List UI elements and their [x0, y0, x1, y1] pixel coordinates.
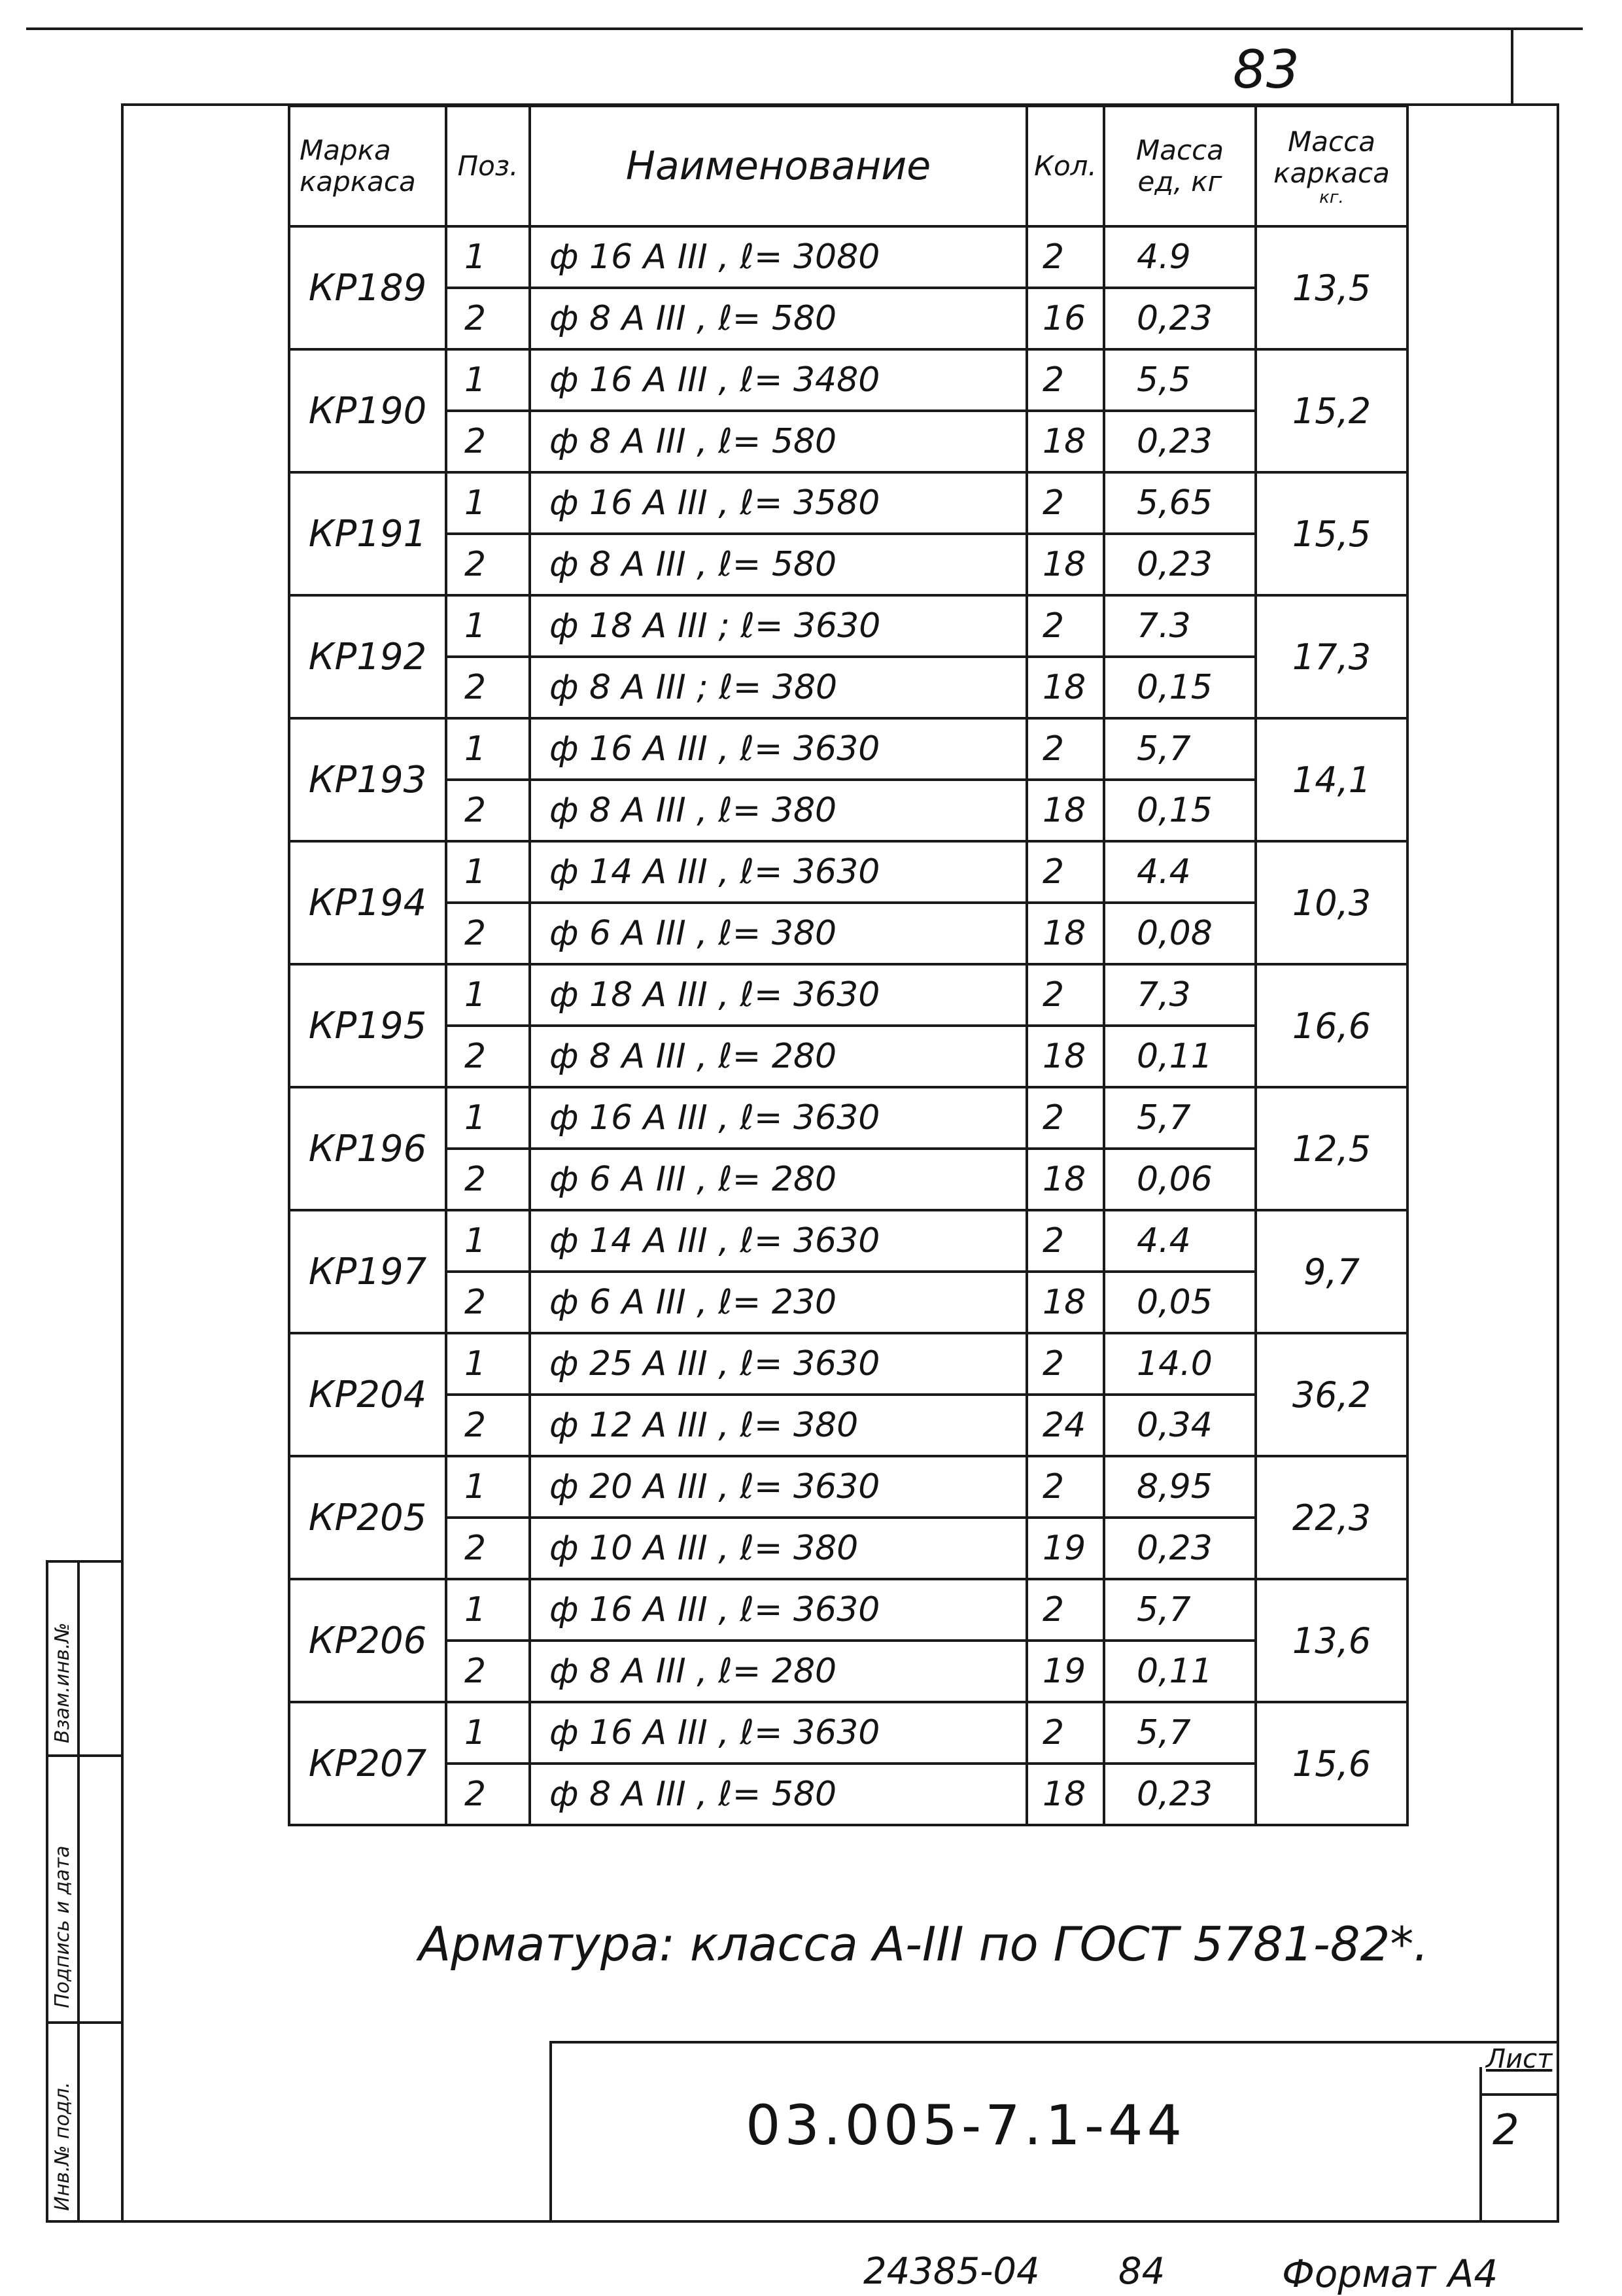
- header-mark-line2: каркаса: [300, 165, 416, 198]
- item-name: ф 16 А III , ℓ= 3580: [530, 472, 1027, 534]
- frame-right: [1557, 103, 1559, 2221]
- footer-code: 24385-04: [863, 2250, 1040, 2293]
- quantity: 18: [1027, 411, 1104, 472]
- unit-mass: 0,23: [1104, 1764, 1256, 1825]
- header-frame-mass-line2: каркаса: [1273, 157, 1390, 189]
- side-stamp-inv: Инв.№ подл.: [51, 2081, 74, 2211]
- header-name: [530, 106, 1027, 226]
- document-code: 03.005-7.1-44: [746, 2093, 1186, 2157]
- position: 2: [446, 780, 530, 841]
- frame-mark: КР197: [289, 1210, 446, 1333]
- position: 1: [446, 1210, 530, 1272]
- frame-mass: 9,7: [1256, 1210, 1407, 1333]
- unit-mass: 5,7: [1104, 718, 1256, 780]
- quantity: 2: [1027, 1333, 1104, 1395]
- header-unit-mass-line2: ед, кг: [1137, 165, 1222, 198]
- item-name: ф 20 А III , ℓ= 3630: [530, 1456, 1027, 1518]
- item-name: ф 8 А III ; ℓ= 380: [530, 657, 1027, 718]
- unit-mass: 4.4: [1104, 1210, 1256, 1272]
- item-name: ф 18 А III ; ℓ= 3630: [530, 595, 1027, 657]
- table-row: [289, 411, 1407, 472]
- table-row: [289, 1641, 1407, 1702]
- table-row: [289, 964, 1407, 1026]
- unit-mass: 5,5: [1104, 349, 1256, 411]
- item-name: ф 16 А III , ℓ= 3480: [530, 349, 1027, 411]
- sheet-number: 2: [1493, 2106, 1519, 2155]
- unit-mass: 0,23: [1104, 288, 1256, 349]
- header-unit-mass-line1: Масса: [1136, 134, 1224, 166]
- item-name: ф 8 А III , ℓ= 580: [530, 1764, 1027, 1825]
- quantity: 2: [1027, 349, 1104, 411]
- side-stamp-divider: [77, 1560, 80, 2221]
- position: 1: [446, 472, 530, 534]
- format-label: Формат А4: [1282, 2252, 1498, 2296]
- quantity: 18: [1027, 903, 1104, 964]
- frame-mass: 17,3: [1256, 595, 1407, 718]
- title-block-left: [549, 2041, 552, 2221]
- frame-mass: 13,6: [1256, 1579, 1407, 1702]
- frame-mass: 14,1: [1256, 718, 1407, 841]
- frame-mass: 36,2: [1256, 1333, 1407, 1456]
- table-row: [289, 1210, 1407, 1272]
- header-pos-text: Поз.: [457, 150, 519, 182]
- quantity: 18: [1027, 1149, 1104, 1210]
- unit-mass: 8,95: [1104, 1456, 1256, 1518]
- frame-mark: КР195: [289, 964, 446, 1087]
- frame-mark: КР191: [289, 472, 446, 595]
- frame-mass: 22,3: [1256, 1456, 1407, 1579]
- unit-mass: 7,3: [1104, 964, 1256, 1026]
- unit-mass: 0,15: [1104, 657, 1256, 718]
- position: 2: [446, 1395, 530, 1456]
- frame-bottom: [46, 2220, 1559, 2223]
- item-name: ф 16 А III , ℓ= 3080: [530, 226, 1027, 288]
- unit-mass: 7.3: [1104, 595, 1256, 657]
- item-name: ф 12 А III , ℓ= 380: [530, 1395, 1027, 1456]
- position: 1: [446, 718, 530, 780]
- position: 2: [446, 657, 530, 718]
- unit-mass: 4.9: [1104, 226, 1256, 288]
- side-stamp-signature: Подпись и дата: [51, 1845, 74, 2008]
- table-row: [289, 226, 1407, 288]
- item-name: ф 14 А III , ℓ= 3630: [530, 841, 1027, 903]
- header-frame-mass-line1: Масса: [1288, 126, 1375, 158]
- unit-mass: 4.4: [1104, 841, 1256, 903]
- unit-mass: 0,11: [1104, 1641, 1256, 1702]
- frame-mark: КР190: [289, 349, 446, 472]
- side-stamp-sep2: [46, 2021, 123, 2024]
- position: 1: [446, 1579, 530, 1641]
- header-name-text: Наименование: [625, 143, 931, 189]
- frame-mark: КР204: [289, 1333, 446, 1456]
- table-row: [289, 903, 1407, 964]
- page-number: 83: [1233, 39, 1300, 100]
- quantity: 2: [1027, 1702, 1104, 1764]
- table-row: [289, 1395, 1407, 1456]
- header-qty: [1027, 106, 1104, 226]
- quantity: 2: [1027, 595, 1104, 657]
- table-row: [289, 780, 1407, 841]
- reinforcement-note: Арматура: класса А-III по ГОСТ 5781-82*.: [419, 1917, 1429, 1972]
- position: 1: [446, 349, 530, 411]
- unit-mass: 0,15: [1104, 780, 1256, 841]
- table-row: [289, 1518, 1407, 1579]
- title-block-sheet-divider: [1479, 2067, 1482, 2221]
- quantity: 2: [1027, 718, 1104, 780]
- table-row: [289, 657, 1407, 718]
- frame-mass: 10,3: [1256, 841, 1407, 964]
- unit-mass: 5,7: [1104, 1087, 1256, 1149]
- unit-mass: 5,7: [1104, 1702, 1256, 1764]
- header-frame-mass: [1256, 106, 1407, 226]
- quantity: 2: [1027, 1210, 1104, 1272]
- frame-mark: КР205: [289, 1456, 446, 1579]
- frame-mark: КР189: [289, 226, 446, 349]
- title-block-sheet-sep: [1479, 2093, 1557, 2096]
- table-row: [289, 1087, 1407, 1149]
- quantity: 2: [1027, 1456, 1104, 1518]
- quantity: 18: [1027, 1272, 1104, 1333]
- item-name: ф 16 А III , ℓ= 3630: [530, 1702, 1027, 1764]
- sheet-label: Лист: [1486, 2044, 1553, 2074]
- frame-mass: 16,6: [1256, 964, 1407, 1087]
- quantity: 24: [1027, 1395, 1104, 1456]
- frame-mark: КР196: [289, 1087, 446, 1210]
- table-row: [289, 1149, 1407, 1210]
- frame-mark: КР206: [289, 1579, 446, 1702]
- footer-number: 84: [1118, 2250, 1165, 2293]
- position: 2: [446, 411, 530, 472]
- table-row: [289, 1272, 1407, 1333]
- unit-mass: 0,23: [1104, 411, 1256, 472]
- table-row: [289, 1702, 1407, 1764]
- frame-mark: КР192: [289, 595, 446, 718]
- side-stamp-left: [46, 1560, 48, 2221]
- quantity: 2: [1027, 472, 1104, 534]
- position: 2: [446, 288, 530, 349]
- quantity: 2: [1027, 841, 1104, 903]
- frame-mass: 15,6: [1256, 1702, 1407, 1825]
- unit-mass: 5,7: [1104, 1579, 1256, 1641]
- header-mark-line1: Марка: [300, 134, 391, 166]
- frame-mass: 15,5: [1256, 472, 1407, 595]
- unit-mass: 0,23: [1104, 534, 1256, 595]
- item-name: ф 14 А III , ℓ= 3630: [530, 1210, 1027, 1272]
- position: 1: [446, 841, 530, 903]
- unit-mass: 0,23: [1104, 1518, 1256, 1579]
- item-name: ф 25 А III , ℓ= 3630: [530, 1333, 1027, 1395]
- quantity: 18: [1027, 657, 1104, 718]
- item-name: ф 6 А III , ℓ= 230: [530, 1272, 1027, 1333]
- side-stamp-top: [46, 1560, 123, 1563]
- quantity: 18: [1027, 1764, 1104, 1825]
- table-row: [289, 288, 1407, 349]
- quantity: 19: [1027, 1518, 1104, 1579]
- quantity: 2: [1027, 964, 1104, 1026]
- quantity: 2: [1027, 1087, 1104, 1149]
- quantity: 18: [1027, 1026, 1104, 1087]
- table-row: [289, 718, 1407, 780]
- position: 2: [446, 1641, 530, 1702]
- position: 1: [446, 1456, 530, 1518]
- frame-mass: 12,5: [1256, 1087, 1407, 1210]
- page-number-box-left: [1511, 27, 1513, 105]
- position: 1: [446, 1702, 530, 1764]
- table-row: [289, 472, 1407, 534]
- unit-mass: 0,11: [1104, 1026, 1256, 1087]
- item-name: ф 6 А III , ℓ= 380: [530, 903, 1027, 964]
- quantity: 16: [1027, 288, 1104, 349]
- table-header-row: [289, 106, 1407, 226]
- item-name: ф 18 А III , ℓ= 3630: [530, 964, 1027, 1026]
- quantity: 19: [1027, 1641, 1104, 1702]
- item-name: ф 10 А III , ℓ= 380: [530, 1518, 1027, 1579]
- item-name: ф 16 А III , ℓ= 3630: [530, 718, 1027, 780]
- item-name: ф 16 А III , ℓ= 3630: [530, 1579, 1027, 1641]
- position: 2: [446, 534, 530, 595]
- position: 2: [446, 1149, 530, 1210]
- quantity: 2: [1027, 1579, 1104, 1641]
- item-name: ф 8 А III , ℓ= 580: [530, 534, 1027, 595]
- quantity: 18: [1027, 534, 1104, 595]
- frame-mark: КР194: [289, 841, 446, 964]
- position: 2: [446, 1026, 530, 1087]
- position: 2: [446, 1764, 530, 1825]
- item-name: ф 6 А III , ℓ= 280: [530, 1149, 1027, 1210]
- item-name: ф 16 А III , ℓ= 3630: [530, 1087, 1027, 1149]
- item-name: ф 8 А III , ℓ= 280: [530, 1026, 1027, 1087]
- unit-mass: 5,65: [1104, 472, 1256, 534]
- item-name: ф 8 А III , ℓ= 580: [530, 411, 1027, 472]
- table-row: [289, 349, 1407, 411]
- specification-body: [289, 226, 1407, 1825]
- table-row: [289, 841, 1407, 903]
- position: 2: [446, 1272, 530, 1333]
- unit-mass: 0,34: [1104, 1395, 1256, 1456]
- position: 2: [446, 1518, 530, 1579]
- table-row: [289, 1579, 1407, 1641]
- header-frame-mass-unit: кг.: [1319, 188, 1344, 207]
- position: 1: [446, 1333, 530, 1395]
- unit-mass: 14.0: [1104, 1333, 1256, 1395]
- table-row: [289, 1456, 1407, 1518]
- item-name: ф 8 А III , ℓ= 280: [530, 1641, 1027, 1702]
- specification-table: [288, 105, 1409, 1826]
- unit-mass: 0,06: [1104, 1149, 1256, 1210]
- unit-mass: 0,08: [1104, 903, 1256, 964]
- table-row: [289, 534, 1407, 595]
- frame-mass: 15,2: [1256, 349, 1407, 472]
- position: 1: [446, 226, 530, 288]
- item-name: ф 8 А III , ℓ= 380: [530, 780, 1027, 841]
- position: 1: [446, 964, 530, 1026]
- position: 1: [446, 1087, 530, 1149]
- frame-mark: КР207: [289, 1702, 446, 1825]
- top-rule: [26, 27, 1583, 30]
- header-pos: [446, 106, 530, 226]
- unit-mass: 0,05: [1104, 1272, 1256, 1333]
- item-name: ф 8 А III , ℓ= 580: [530, 288, 1027, 349]
- title-block-top: [549, 2041, 1557, 2044]
- table-row: [289, 1764, 1407, 1825]
- table-row: [289, 595, 1407, 657]
- side-stamp-sep1: [46, 1754, 123, 1757]
- position: 1: [446, 595, 530, 657]
- frame-mark: КР193: [289, 718, 446, 841]
- header-unit-mass: [1104, 106, 1256, 226]
- side-stamp-replace: Взам.инв.№: [51, 1622, 74, 1743]
- table-row: [289, 1333, 1407, 1395]
- quantity: 2: [1027, 226, 1104, 288]
- frame-left: [121, 103, 124, 2221]
- frame-mass: 13,5: [1256, 226, 1407, 349]
- header-qty-text: Кол.: [1034, 150, 1097, 182]
- table-row: [289, 1026, 1407, 1087]
- quantity: 18: [1027, 780, 1104, 841]
- header-mark: [289, 106, 446, 226]
- position: 2: [446, 903, 530, 964]
